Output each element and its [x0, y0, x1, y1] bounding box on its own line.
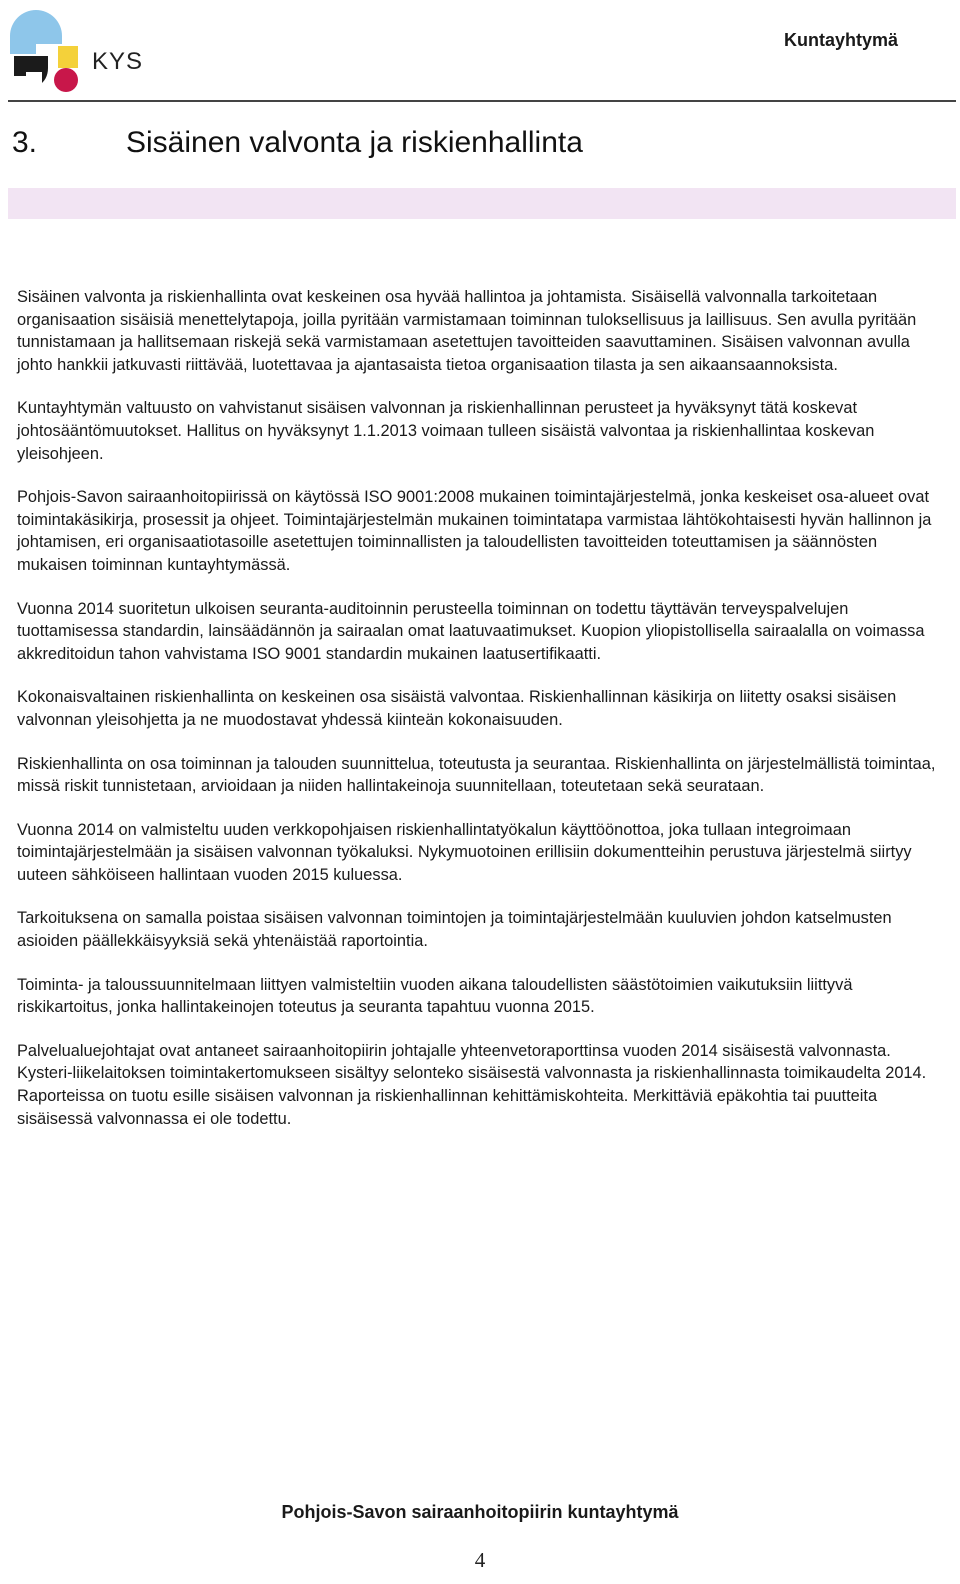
logo-text: KYS — [92, 48, 144, 75]
kys-logo — [8, 6, 148, 96]
section-title: Sisäinen valvonta ja riskienhallinta — [126, 126, 583, 159]
paragraph: Kuntayhtymän valtuusto on vahvistanut sisäisen valvonnan ja riskienhallinnan perusteet ja hyväksynyt tätä koskevat johtosääntömuutokset. Hallitus on hyväksynyt 1.1.2013 voimaan tulleen sisäistä valvontaa ja riskienhallintaa koskevan yleisohjeen. — [17, 399, 875, 463]
paragraph: Toiminta- ja taloussuunnitelmaan liittyen valmisteltiin vuoden aikana taloudellisten säästötoimien vaikutuksiin liittyvä riskikartoitus, jonka hallintakeinojen toteutus ja seuranta tapahtuu vuonna 2015. — [17, 975, 853, 1017]
section-number: 3. — [12, 126, 38, 159]
paragraph: Riskienhallinta on osa toiminnan ja talouden suunnittelua, toteutusta ja seurantaa. Riskienhallinta on järjestelmällistä toimintaa, missä riskit tunnistetaan, arvioidaan ja niiden hallintakeinoja suunnitellaan, toteutetaan sekä seurataan. — [17, 754, 936, 796]
section-highlight-band — [8, 188, 956, 219]
paragraph: Sisäinen valvonta ja riskienhallinta ovat keskeinen osa hyvää hallintoa ja johtamista. Sisäisellä valvonnalla tarkoitetaan organisaation sisäisiä menettelytapoja, joilla pyritään varmistamaan toiminnan tuloksellisuus ja laillisuus. Sen avulla pyritään tunnistamaan ja hallitsemaan riskejä sekä varmistamaan asetettujen tavoitteiden saavuttaminen. Sisäisen valvonnan avulla johto hankkii jatkuvasti riittävää, luotettavaa ja ajantasaista tietoa organisaation tilasta ja sen aikaansaannoksista. — [17, 288, 917, 374]
page-number: 4 — [474, 1548, 486, 1572]
body-text — [17, 286, 942, 1151]
paragraph: Kokonaisvaltainen riskienhallinta on keskeinen osa sisäistä valvontaa. Riskienhallinnan käsikirja on liitetty osaksi sisäisen valvonnan yleisohjetta ja ne muodostavat yhdessä kiinteän kokonaisuuden. — [17, 688, 897, 729]
paragraph: Tarkoituksena on samalla poistaa sisäisen valvonnan toimintojen ja toimintajärjestelmään kuuluvien johdon katselmusten asioiden päällekkäisyyksiä sekä yhtenäistää raportointia. — [17, 909, 892, 951]
section-heading — [12, 126, 583, 160]
header-divider — [8, 100, 956, 102]
paragraph: Vuonna 2014 suoritetun ulkoisen seuranta-auditoinnin perusteella toiminnan on todettu täyttävän terveyspalvelujen tuottamisessa standardin, lainsäädännön ja sairaalan omat laatuvaatimukset. Kuopion yliopistollisella sairaalalla on voimassa akkreditoidun tahon vahvistama ISO 9001 standardin mukainen laatusertifikaatti. — [17, 599, 925, 663]
paragraph: Vuonna 2014 on valmisteltu uuden verkkopohjaisen riskienhallintatyökalun käyttöönottoa, joka tullaan integroimaan toimintajärjestelmään ja sisäisen valvonnan työkaluksi. Nykymuotoinen erillisiin dokumentteihin perustuva järjestelmä siirtyy uuteen sähköiseen hallintaan vuoden 2015 kuluessa. — [17, 820, 912, 884]
paragraph: Palvelualuejohtajat ovat antaneet sairaanhoitopiirin johtajalle yhteenvetoraporttinsa vuoden 2014 sisäisestä valvonnasta. Kysteri-liikelaitoksen toimintakertomukseen sisältyy selonteko sisäisestä valvonnasta ja riskienhallinnasta toimikaudelta 2014. Raporteissa on tuotu esille sisäisen valvonnan ja riskienhallinnan kehittämiskohteita. Merkittäviä epäkohtia tai puutteita sisäisessä valvonnassa ei ole todettu. — [17, 1041, 927, 1128]
paragraph: Pohjois-Savon sairaanhoitopiirissä on käytössä ISO 9001:2008 mukainen toimintajärjestelmä, jonka keskeiset osa-alueet ovat toimintakäsikirja, prosessit ja ohjeet. Toimintajärjestelmän mukainen toimintatapa varmistaa lähtökohtaisesti hyvän hallinnon ja johtamisen, eri organisaatiotasoille asetettujen toiminnallisten ja taloudellisten tavoitteiden toteuttamisen ja säännösten mukaisen toiminnan kuntayhtymässä. — [17, 488, 932, 574]
header-organization: Kuntayhtymä — [783, 30, 898, 50]
footer-organization: Pohjois-Savon sairaanhoitopiirin kuntayhtymä — [281, 1502, 679, 1522]
